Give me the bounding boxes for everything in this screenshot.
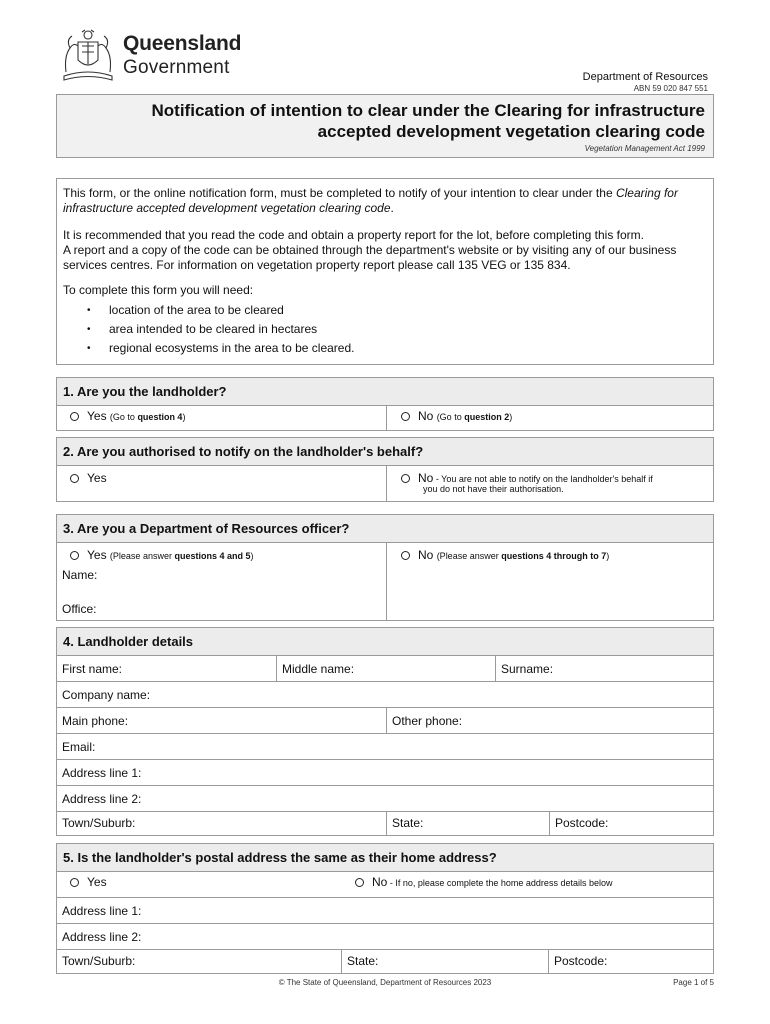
q1-yes-note-bold: question 4 bbox=[137, 412, 183, 422]
radio-icon[interactable] bbox=[70, 551, 79, 560]
officer-office-field[interactable]: Office: bbox=[62, 602, 97, 616]
q2-yes-option[interactable] bbox=[57, 466, 386, 501]
home-town-suburb-field[interactable]: Town/Suburb: bbox=[62, 954, 136, 968]
q1-no-label: No bbox=[418, 409, 434, 423]
intro-paragraph-1 bbox=[63, 186, 707, 216]
company-name-field[interactable]: Company name: bbox=[62, 688, 151, 702]
radio-icon[interactable] bbox=[401, 474, 410, 483]
first-name-field[interactable]: First name: bbox=[62, 662, 123, 676]
q3-no-option[interactable] bbox=[386, 543, 713, 620]
radio-icon[interactable] bbox=[401, 551, 410, 560]
question-2-section bbox=[56, 437, 714, 502]
intro-p1-end: . bbox=[390, 201, 394, 215]
q3-yes-note-bold: questions 4 and 5 bbox=[174, 551, 251, 561]
requirements-list bbox=[63, 301, 707, 358]
home-state-field[interactable]: State: bbox=[341, 950, 548, 973]
q1-yes-note: (Go to bbox=[109, 412, 138, 422]
main-phone-field[interactable]: Main phone: bbox=[62, 714, 129, 728]
officer-name-field[interactable]: Name: bbox=[62, 568, 98, 582]
q3-no-note-end: ) bbox=[606, 551, 610, 561]
surname-field[interactable]: Surname: bbox=[495, 656, 713, 681]
intro-paragraph-4: To complete this form you will need: bbox=[63, 283, 254, 297]
question-5-title: 5. Is the landholder's postal address the same as their home address? bbox=[57, 844, 713, 872]
question-3-title: 3. Are you a Department of Resources officer? bbox=[57, 515, 713, 543]
q3-yes-note: (Please answer bbox=[109, 551, 175, 561]
question-2-title: 2. Are you authorised to notify on the landholder's behalf? bbox=[57, 438, 713, 466]
question-4-title: 4. Landholder details bbox=[57, 628, 713, 656]
other-phone-field[interactable]: Other phone: bbox=[386, 708, 713, 733]
q5-yes-label: Yes bbox=[87, 875, 107, 889]
radio-icon[interactable] bbox=[70, 412, 79, 421]
question-4-section bbox=[56, 627, 714, 836]
q1-no-note-end: ) bbox=[509, 412, 513, 422]
q5-no-option[interactable] bbox=[347, 872, 713, 897]
intro-box bbox=[56, 178, 714, 365]
q1-yes-note-end: ) bbox=[182, 412, 186, 422]
q5-yes-option[interactable] bbox=[57, 872, 347, 897]
department-name: Department of Resources bbox=[582, 71, 708, 83]
q3-no-label: No bbox=[418, 548, 434, 562]
email-field[interactable]: Email: bbox=[62, 740, 96, 754]
logo-queensland-text: Queensland bbox=[123, 32, 242, 55]
q3-yes-option[interactable] bbox=[57, 543, 386, 620]
question-1-section bbox=[56, 377, 714, 431]
address-line-1-field[interactable]: Address line 1: bbox=[62, 766, 142, 780]
page-number: Page 1 of 5 bbox=[673, 978, 714, 987]
home-address-line-1-field[interactable]: Address line 1: bbox=[62, 904, 142, 918]
abn-number: ABN 59 020 847 551 bbox=[633, 84, 708, 93]
question-5-section bbox=[56, 843, 714, 974]
home-postcode-field[interactable]: Postcode: bbox=[548, 950, 713, 973]
radio-icon[interactable] bbox=[70, 878, 79, 887]
q5-no-note: - If no, please complete the home address details below bbox=[387, 878, 613, 888]
list-item: • location of the area to be cleared bbox=[63, 301, 707, 320]
radio-icon[interactable] bbox=[401, 412, 410, 421]
q2-no-note-line1: - You are not able to notify on the landholder's behalf if bbox=[433, 474, 653, 484]
logo-government-text: Government bbox=[123, 57, 230, 78]
q3-yes-label: Yes bbox=[87, 548, 107, 562]
question-3-section bbox=[56, 514, 714, 621]
address-line-2-field[interactable]: Address line 2: bbox=[62, 792, 142, 806]
q2-no-label: No bbox=[418, 471, 434, 485]
radio-icon[interactable] bbox=[70, 474, 79, 483]
q3-yes-note-end: ) bbox=[250, 551, 254, 561]
q1-yes-label: Yes bbox=[87, 409, 107, 423]
q1-yes-option[interactable] bbox=[57, 406, 386, 430]
q1-no-note: (Go to bbox=[436, 412, 465, 422]
q3-no-note: (Please answer bbox=[436, 551, 502, 561]
queensland-government-logo bbox=[60, 28, 242, 84]
title-box bbox=[56, 94, 714, 158]
copyright-text: © The State of Queensland, Department of Resources 2023 bbox=[278, 978, 492, 987]
q1-no-option[interactable] bbox=[386, 406, 713, 430]
intro-p1-text: This form, or the online notification form, must be completed to notify of your intention to clear under the bbox=[63, 186, 616, 200]
home-address-line-2-field[interactable]: Address line 2: bbox=[62, 930, 142, 944]
intro-paragraph-2: It is recommended that you read the code and obtain a property report for the lot, before completing this form. bbox=[63, 228, 644, 242]
postcode-field[interactable]: Postcode: bbox=[549, 812, 713, 835]
act-reference: Vegetation Management Act 1999 bbox=[584, 144, 705, 153]
intro-paragraph-3: A report and a copy of the code can be obtained through the department's website or by visiting any of our business services centres. For information on vegetation property report please call 135 VEG or 135 834. bbox=[63, 243, 677, 272]
q3-no-note-bold: questions 4 through to 7 bbox=[501, 551, 607, 561]
town-suburb-field[interactable]: Town/Suburb: bbox=[62, 816, 136, 830]
coat-of-arms-icon bbox=[60, 28, 116, 82]
form-title-line2: accepted development vegetation clearing code bbox=[317, 122, 705, 141]
q1-no-note-bold: question 2 bbox=[464, 412, 510, 422]
list-item: • area intended to be cleared in hectares bbox=[63, 320, 707, 339]
middle-name-field[interactable]: Middle name: bbox=[276, 656, 495, 681]
form-title-line1: Notification of intention to clear under the Clearing for infrastructure bbox=[151, 101, 705, 120]
code-name-italic: Clearing for infrastructure accepted development vegetation clearing code bbox=[63, 186, 678, 215]
q2-no-option[interactable] bbox=[386, 466, 713, 501]
q5-no-label: No bbox=[372, 875, 388, 889]
q2-yes-label: Yes bbox=[87, 471, 107, 485]
list-item: • regional ecosystems in the area to be cleared. bbox=[63, 339, 707, 358]
question-1-title: 1. Are you the landholder? bbox=[57, 378, 713, 406]
radio-icon[interactable] bbox=[355, 878, 364, 887]
state-field[interactable]: State: bbox=[386, 812, 549, 835]
q2-no-note-line2: you do not have their authorisation. bbox=[423, 484, 564, 494]
